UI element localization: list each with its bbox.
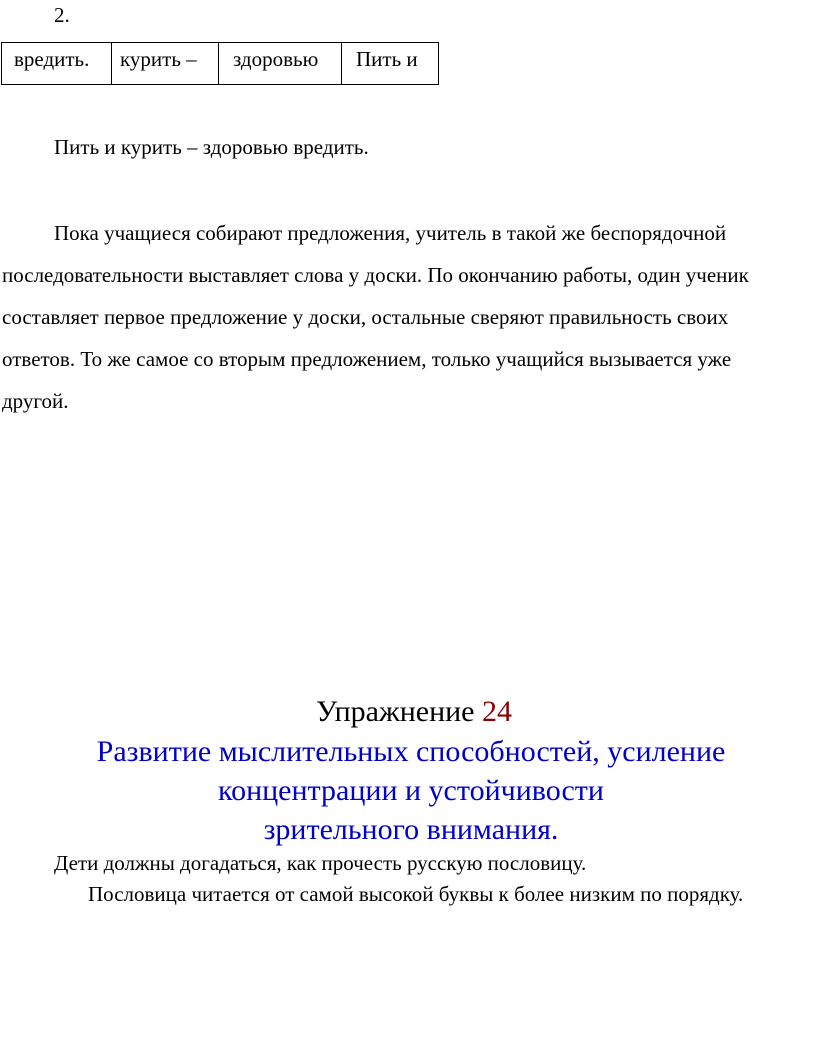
exercise-title bbox=[0, 694, 816, 730]
word-cell: вредить. bbox=[2, 43, 112, 85]
assembled-sentence: Пить и курить – здоровью вредить. bbox=[54, 135, 369, 159]
exercise-subtitle-line: концентрации и устойчивости bbox=[218, 774, 604, 807]
word-cell: здоровью bbox=[219, 43, 342, 85]
word-cell: курить – bbox=[112, 43, 219, 85]
word-cell: Пить и bbox=[342, 43, 439, 85]
instruction-paragraph: Пока учащиеся собирают предложения, учитель в такой же беспорядочной последовательности выставляет слова у доски. По окончанию работы, один ученик составляет первое предложение у доски, остальные сверяют правильность своих ответов. То же самое со вторым предложением, только учащийся вызывается уже другой. bbox=[2, 221, 749, 413]
task-line: Дети должны догадаться, как прочесть русскую пословицу. bbox=[54, 851, 587, 875]
exercise-subtitle bbox=[0, 732, 816, 849]
item-number: 2. bbox=[54, 3, 70, 27]
exercise-number: 24 bbox=[482, 695, 512, 728]
task-line: Пословица читается от самой высокой буквы к более низким по порядку. bbox=[88, 882, 744, 906]
exercise-subtitle-line: зрительного внимания. bbox=[263, 813, 559, 846]
word-table-row bbox=[2, 43, 439, 85]
exercise-subtitle-line: Развитие мыслительных способностей, усиление bbox=[96, 735, 726, 768]
word-table bbox=[1, 42, 439, 85]
exercise-label: Упражнение bbox=[316, 695, 475, 728]
